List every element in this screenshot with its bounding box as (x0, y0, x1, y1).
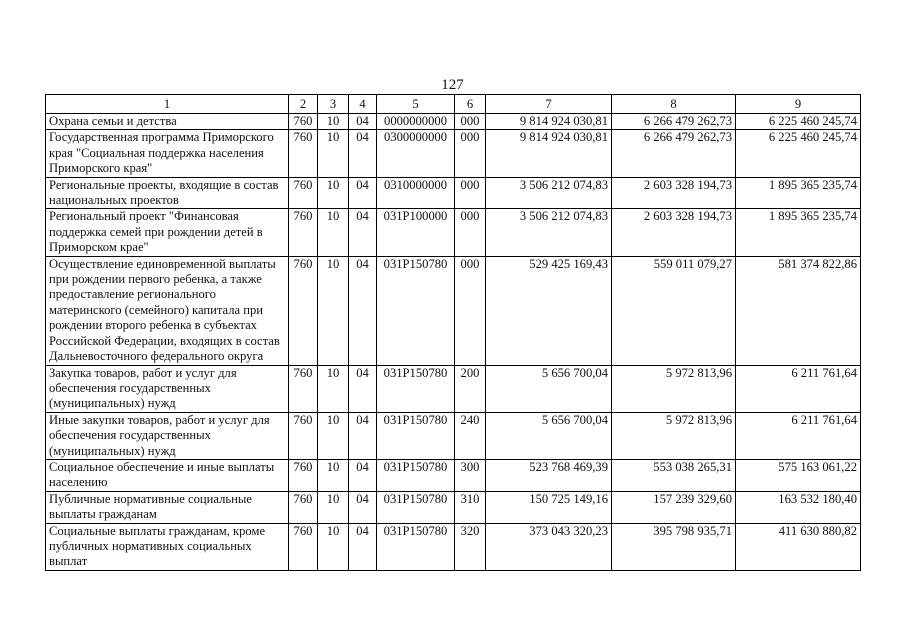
code-cell: 04 (349, 114, 377, 130)
code-cell: 031P150780 (377, 412, 455, 459)
code-cell: 760 (289, 209, 318, 256)
code-cell: 760 (289, 412, 318, 459)
code-cell: 10 (318, 365, 349, 412)
amount-cell: 157 239 329,60 (612, 491, 736, 523)
code-cell: 031P150780 (377, 491, 455, 523)
code-cell: 031P150780 (377, 256, 455, 365)
table-row (46, 491, 861, 523)
header-row (46, 95, 861, 114)
amount-cell: 3 506 212 074,83 (486, 209, 612, 256)
amount-cell: 553 038 265,31 (612, 459, 736, 491)
code-cell: 04 (349, 523, 377, 570)
table-row (46, 209, 861, 256)
amount-cell: 411 630 880,82 (736, 523, 861, 570)
row-name: Осуществление единовременной выплаты при рождении первого ребенка, а также предоставление регионального материнского (семейного) капитала при рождении второго ребенка в субъектах Российской Федерации, входящих в состав Дальневосточного федерального округа (46, 256, 289, 365)
code-cell: 760 (289, 177, 318, 209)
budget-table (45, 94, 861, 571)
code-cell: 04 (349, 365, 377, 412)
row-name: Иные закупки товаров, работ и услуг для обеспечения государственных (муниципальных) нужд (46, 412, 289, 459)
column-header: 3 (318, 95, 349, 114)
column-header: 5 (377, 95, 455, 114)
page-number: 127 (441, 77, 464, 93)
amount-cell: 5 972 813,96 (612, 412, 736, 459)
code-cell: 000 (455, 209, 486, 256)
row-name: Охрана семьи и детства (46, 114, 289, 130)
amount-cell: 6 225 460 245,74 (736, 114, 861, 130)
amount-cell: 9 814 924 030,81 (486, 114, 612, 130)
row-name: Публичные нормативные социальные выплаты гражданам (46, 491, 289, 523)
table-row (46, 256, 861, 365)
amount-cell: 5 972 813,96 (612, 365, 736, 412)
code-cell: 0300000000 (377, 130, 455, 177)
amount-cell: 150 725 149,16 (486, 491, 612, 523)
code-cell: 10 (318, 209, 349, 256)
code-cell: 031P100000 (377, 209, 455, 256)
amount-cell: 6 211 761,64 (736, 412, 861, 459)
code-cell: 10 (318, 491, 349, 523)
code-cell: 04 (349, 256, 377, 365)
code-cell: 000 (455, 177, 486, 209)
column-header: 9 (736, 95, 861, 114)
code-cell: 10 (318, 256, 349, 365)
code-cell: 760 (289, 365, 318, 412)
table-row (46, 177, 861, 209)
column-header: 1 (46, 95, 289, 114)
code-cell: 04 (349, 209, 377, 256)
amount-cell: 575 163 061,22 (736, 459, 861, 491)
code-cell: 10 (318, 523, 349, 570)
column-header: 6 (455, 95, 486, 114)
amount-cell: 9 814 924 030,81 (486, 130, 612, 177)
amount-cell: 1 895 365 235,74 (736, 209, 861, 256)
code-cell: 000 (455, 256, 486, 365)
code-cell: 310 (455, 491, 486, 523)
row-name: Региональные проекты, входящие в состав национальных проектов (46, 177, 289, 209)
amount-cell: 6 266 479 262,73 (612, 130, 736, 177)
amount-cell: 373 043 320,23 (486, 523, 612, 570)
table-row (46, 130, 861, 177)
row-name: Государственная программа Приморского края "Социальная поддержка населения Приморского края" (46, 130, 289, 177)
code-cell: 04 (349, 130, 377, 177)
code-cell: 760 (289, 130, 318, 177)
code-cell: 031P150780 (377, 523, 455, 570)
code-cell: 04 (349, 491, 377, 523)
code-cell: 10 (318, 459, 349, 491)
code-cell: 04 (349, 459, 377, 491)
code-cell: 0000000000 (377, 114, 455, 130)
code-cell: 10 (318, 412, 349, 459)
code-cell: 760 (289, 459, 318, 491)
amount-cell: 6 266 479 262,73 (612, 114, 736, 130)
amount-cell: 2 603 328 194,73 (612, 177, 736, 209)
code-cell: 760 (289, 491, 318, 523)
code-cell: 031P150780 (377, 365, 455, 412)
amount-cell: 395 798 935,71 (612, 523, 736, 570)
column-header: 4 (349, 95, 377, 114)
code-cell: 04 (349, 177, 377, 209)
column-header: 2 (289, 95, 318, 114)
code-cell: 0310000000 (377, 177, 455, 209)
amount-cell: 2 603 328 194,73 (612, 209, 736, 256)
code-cell: 10 (318, 177, 349, 209)
table-row (46, 114, 861, 130)
row-name: Социальные выплаты гражданам, кроме публичных нормативных социальных выплат (46, 523, 289, 570)
code-cell: 760 (289, 114, 318, 130)
amount-cell: 3 506 212 074,83 (486, 177, 612, 209)
column-header: 7 (486, 95, 612, 114)
amount-cell: 529 425 169,43 (486, 256, 612, 365)
column-header: 8 (612, 95, 736, 114)
row-name: Региональный проект "Финансовая поддержка семей при рождении детей в Приморском крае" (46, 209, 289, 256)
table-row (46, 365, 861, 412)
table-row (46, 412, 861, 459)
amount-cell: 6 211 761,64 (736, 365, 861, 412)
table-row (46, 459, 861, 491)
amount-cell: 6 225 460 245,74 (736, 130, 861, 177)
code-cell: 000 (455, 114, 486, 130)
amount-cell: 559 011 079,27 (612, 256, 736, 365)
code-cell: 10 (318, 130, 349, 177)
code-cell: 760 (289, 256, 318, 365)
code-cell: 031P150780 (377, 459, 455, 491)
code-cell: 760 (289, 523, 318, 570)
code-cell: 04 (349, 412, 377, 459)
amount-cell: 1 895 365 235,74 (736, 177, 861, 209)
row-name: Социальное обеспечение и иные выплаты населению (46, 459, 289, 491)
code-cell: 200 (455, 365, 486, 412)
table-row (46, 523, 861, 570)
amount-cell: 581 374 822,86 (736, 256, 861, 365)
code-cell: 240 (455, 412, 486, 459)
code-cell: 300 (455, 459, 486, 491)
amount-cell: 163 532 180,40 (736, 491, 861, 523)
row-name: Закупка товаров, работ и услуг для обеспечения государственных (муниципальных) нужд (46, 365, 289, 412)
amount-cell: 5 656 700,04 (486, 412, 612, 459)
code-cell: 320 (455, 523, 486, 570)
code-cell: 10 (318, 114, 349, 130)
code-cell: 000 (455, 130, 486, 177)
amount-cell: 523 768 469,39 (486, 459, 612, 491)
amount-cell: 5 656 700,04 (486, 365, 612, 412)
